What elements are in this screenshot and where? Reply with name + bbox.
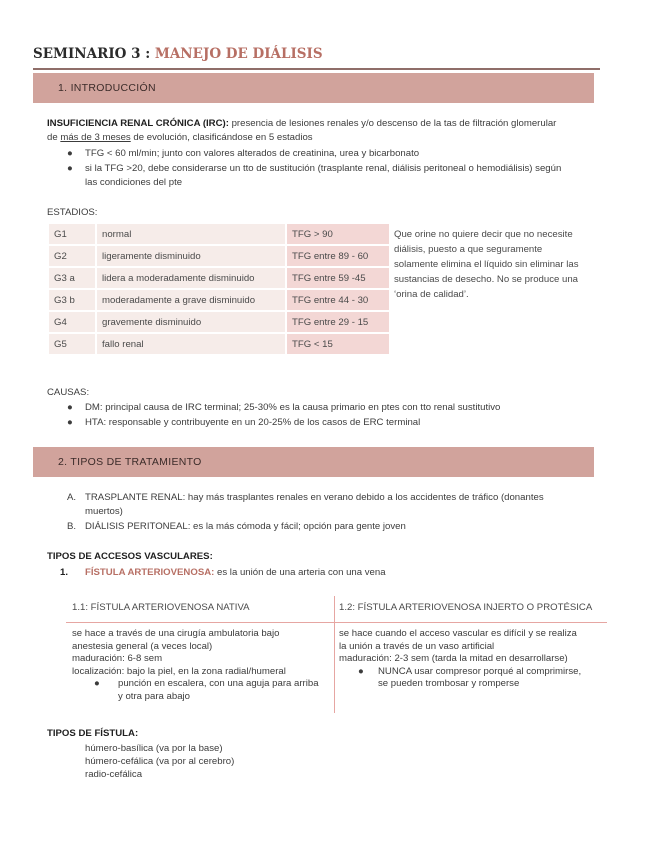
treatment-marker: A. <box>67 492 77 503</box>
stage-tfg-cell: TFG entre 89 - 60 <box>287 246 389 266</box>
section-header-label: 1. INTRODUCCIÓN <box>58 82 156 94</box>
access-col1-body: se hace a través de una cirugía ambulatoria bajo anestesia general (a veces local) maduración: 6-8 sem localización: bajo la piel, en la zona radial/humeral ● punción en escalera, con una aguja para arriba y otra para abajo <box>72 628 330 703</box>
stage-desc-cell: gravemente disminuido <box>97 312 285 332</box>
access-col2-header: 1.2: FÍSTULA ARTERIOVENOSA INJERTO O PROTÉSICA <box>339 602 593 613</box>
bullet-icon: ● <box>94 678 100 689</box>
irc-definition-line2: de más de 3 meses de evolución, clasificándose en 5 estadios <box>47 132 313 143</box>
stage-tfg-cell: TFG > 90 <box>287 224 389 244</box>
treatment-item: DIÁLISIS PERITONEAL: es la más cómoda y fácil; opción para gente joven <box>85 521 406 532</box>
irc-definition <box>47 117 607 131</box>
stage-cell: G1 <box>49 224 95 244</box>
stage-cell: G3 b <box>49 290 95 310</box>
title-main: MANEJO DE DIÁLISIS <box>154 46 323 62</box>
title-underline <box>33 68 600 70</box>
vascular-heading: TIPOS DE ACCESOS VASCULARES: <box>47 551 213 562</box>
access-col2-body: se hace cuando el acceso vascular es difícil y se realiza la unión a través de un vaso artificial maduración: 2-3 sem (tarda la mitad en desarrollarse) ● NUNCA usar compresor porqué al comprimirse, se pueden trombosar y romperse <box>339 628 605 691</box>
bullet-icon: ● <box>358 665 364 677</box>
list-item: ● si la TFG >20, debe considerarse un tto de sustitución (trasplante renal, diálisis peritoneal o hemodiálisis) según <box>67 163 562 174</box>
access-table <box>66 596 607 713</box>
treatment-marker: B. <box>67 521 77 532</box>
list-item: ● NUNCA usar compresor porqué al comprimirse, se pueden trombosar y romperse <box>358 665 582 689</box>
stage-desc-cell: fallo renal <box>97 334 285 354</box>
stage-tfg-cell: TFG entre 29 - 15 <box>287 312 389 332</box>
table-row <box>49 246 389 266</box>
stages-table <box>47 222 391 356</box>
table-divider <box>66 622 607 623</box>
fistula-types-list <box>85 742 234 781</box>
table-row <box>49 334 389 354</box>
access-col1-header: 1.1: FÍSTULA ARTERIOVENOSA NATIVA <box>72 602 250 613</box>
list-item: húmero-basílica (va por la base) <box>85 743 223 754</box>
bullet-icon: ● <box>67 417 73 428</box>
bullet-icon: ● <box>67 163 73 174</box>
stage-cell: G4 <box>49 312 95 332</box>
table-row <box>49 224 389 244</box>
vascular-item-number: 1. <box>60 567 69 578</box>
stage-desc-cell: moderadamente a grave disminuido <box>97 290 285 310</box>
list-item: ● TFG < 60 ml/min; junto con valores alterados de creatinina, urea y bicarbonato <box>67 148 420 159</box>
stage-desc-cell: normal <box>97 224 285 244</box>
bullet-icon: ● <box>67 148 73 159</box>
vascular-item: FÍSTULA ARTERIOVENOSA: es la unión de una arteria con una vena <box>85 567 386 578</box>
stages-label: ESTADIOS: <box>47 207 98 218</box>
fistula-types-heading: TIPOS DE FÍSTULA: <box>47 728 139 739</box>
stage-tfg-cell: TFG entre 59 -45 <box>287 268 389 288</box>
stage-cell: G5 <box>49 334 95 354</box>
list-item-continuation: las condiciones del pte <box>85 177 183 188</box>
stage-desc-cell: lidera a moderadamente disminuido <box>97 268 285 288</box>
list-item: radio-cefálica <box>85 769 143 780</box>
stage-desc-cell: ligeramente disminuido <box>97 246 285 266</box>
list-item: ● DM: principal causa de IRC terminal; 25-30% es la causa primario en ptes con tto renal sustitutivo <box>67 402 501 413</box>
list-item: ● HTA: responsable y contribuyente en un 20-25% de los casos de ERC terminal <box>67 417 421 428</box>
list-item: húmero-cefálica (va por al cerebro) <box>85 756 235 767</box>
irc-term: INSUFICIENCIA RENAL CRÓNICA (IRC): <box>47 118 229 129</box>
irc-def-a: presencia de lesiones renales y/o descenso de la tas de filtración glomerular <box>228 118 557 129</box>
table-divider <box>334 596 335 713</box>
bullet-icon: ● <box>67 402 73 413</box>
stage-cell: G2 <box>49 246 95 266</box>
fistula-term: FÍSTULA ARTERIOVENOSA: <box>85 567 215 578</box>
table-row <box>49 268 389 288</box>
section-header-label: 2. TIPOS DE TRATAMIENTO <box>58 456 202 468</box>
section-header-introduccion <box>33 73 594 103</box>
stages-note: Que orine no quiere decir que no necesite diálisis, puesto a que seguramente solamente elimina el líquido sin eliminar las sustancias de desecho. No se produce una ‘orina de calidad’. <box>394 229 579 300</box>
stage-tfg-cell: TFG < 15 <box>287 334 389 354</box>
stage-tfg-cell: TFG entre 44 - 30 <box>287 290 389 310</box>
causes-label: CAUSAS: <box>47 387 90 398</box>
page-title <box>33 46 323 62</box>
treatment-item: TRASPLANTE RENAL: hay más trasplantes renales en verano debido a los accidentes de tráfico (donantes muertos) <box>85 492 544 517</box>
list-item: ● punción en escalera, con una aguja para arriba y otra para abajo <box>94 678 319 702</box>
stage-cell: G3 a <box>49 268 95 288</box>
section-header-tratamiento <box>33 447 594 477</box>
table-row <box>49 290 389 310</box>
title-prefix: SEMINARIO 3 : <box>33 46 151 62</box>
table-row <box>49 312 389 332</box>
irc-duration: más de 3 meses <box>60 132 131 143</box>
